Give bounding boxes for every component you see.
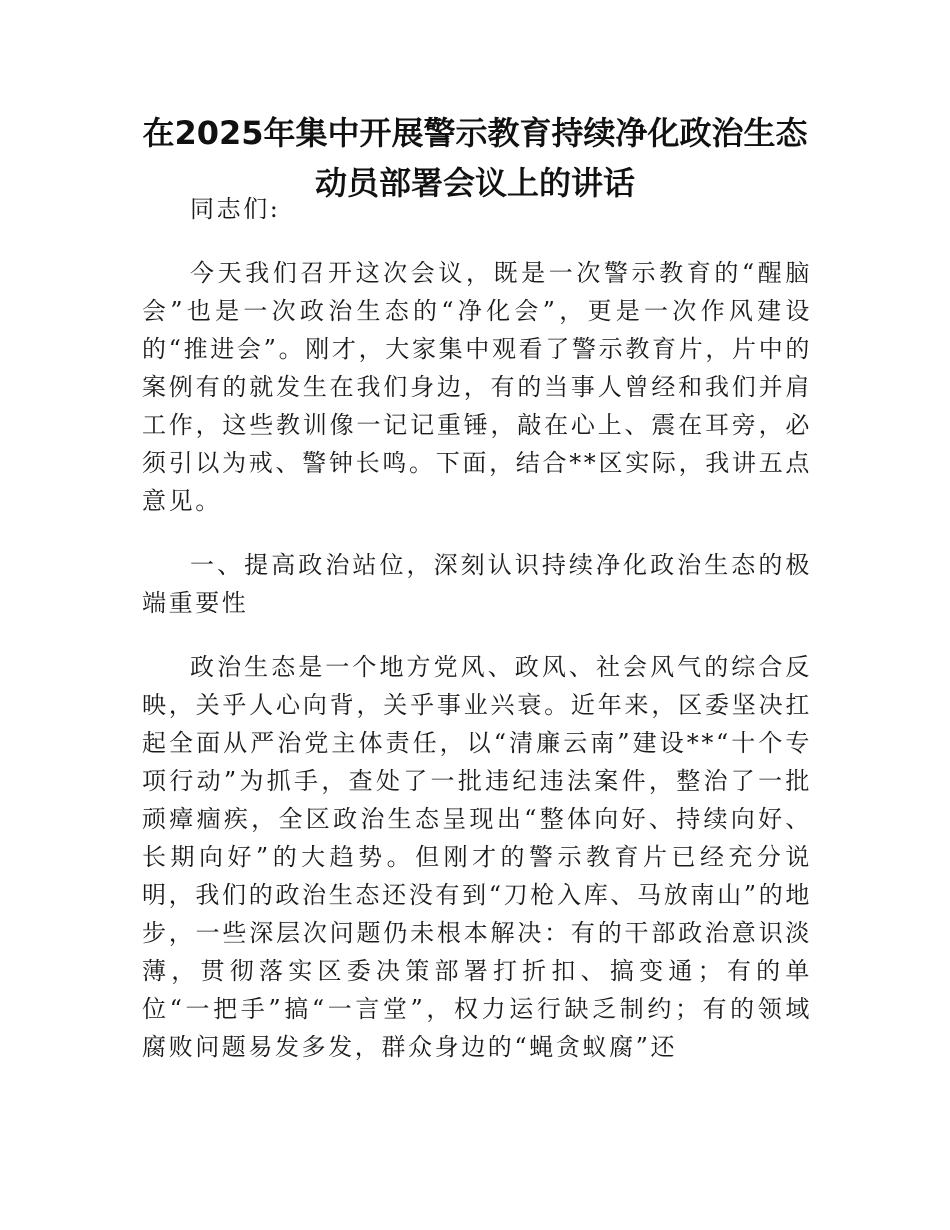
section-heading-1: 一、提高政治站位，深刻认识持续净化政治生态的极端重要性: [142, 551, 812, 617]
paragraph-1: 今天我们召开这次会议，既是一次警示教育的“醒脑会”也是一次政治生态的“净化会”，更是一次作风建设的“推进会”。刚才，大家集中观看了警示教育片，片中的案例有的就发生在我们身边，有的当事人曾经和我们并肩工作，这些教训像一记记重锤，敲在心上、震在耳旁，必须引以为戒、警钟长鸣。下面，结合**区实际，我讲五点意见。: [142, 259, 812, 515]
paragraph-2: 政治生态是一个地方党风、政风、社会风气的综合反映，关乎人心向背，关乎事业兴衰。近年来，区委坚决扛起全面从严治党主体责任，以“清廉云南”建设**“十个专项行动”为抓手，查处了一批违纪违法案件，整治了一批顽瘴痼疾，全区政治生态呈现出“整体向好、持续向好、长期向好”的大趋势。但刚才的警示教育片已经充分说明，我们的政治生态还没有到“刀枪入库、马放南山”的地步，一些深层次问题仍未根本解决：有的干部政治意识淡薄，贯彻落实区委决策部署打折扣、搞变通；有的单位“一把手”搞“一言堂”，权力运行缺乏制约；有的领域腐败问题易发多发，群众身边的“蝇贪蚁腐”还: [142, 653, 812, 1061]
document-body: [142, 190, 812, 1066]
salutation: 同志们:: [190, 195, 281, 223]
title-line-1: 在2025年集中开展警示教育持续净化政治生态: [142, 114, 808, 152]
title-line-2: 动员部署会议上的讲话: [314, 164, 635, 202]
